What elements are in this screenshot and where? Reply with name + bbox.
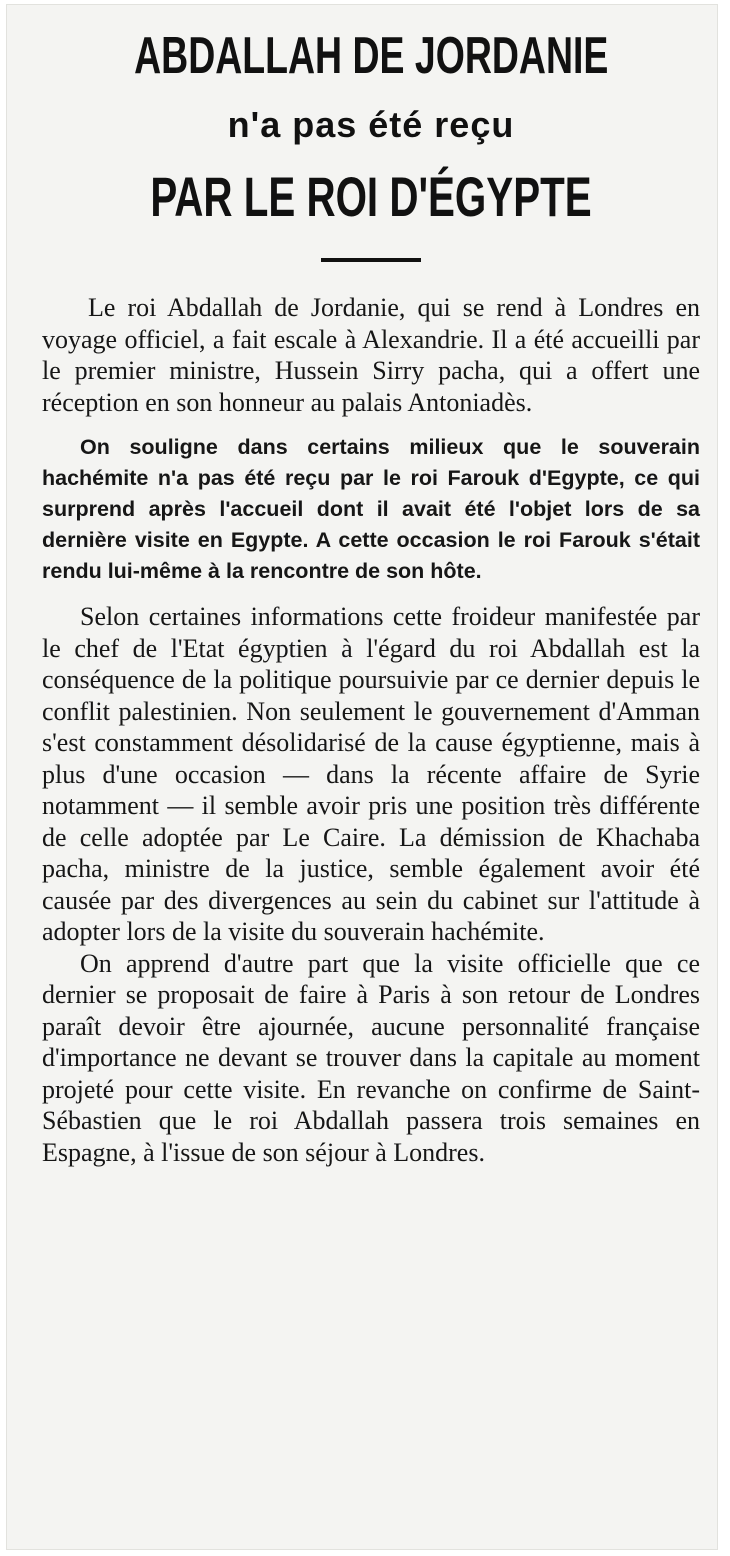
headline-line-2: n'a pas été reçu xyxy=(227,104,515,145)
headline-line-3: PAR LE ROI D'ÉGYPTE xyxy=(150,165,592,228)
article xyxy=(42,18,700,1168)
paragraph-3: Selon certaines informations cette froideur manifestée par le chef de l'Etat égyptien à l'égard du roi Abdallah est la conséquence de la politique poursuivie par ce dernier depuis le conflit palestinien. Non seulement le gouvernement d'Amman s'est constamment désolidarisé de la cause égyptienne, mais à plus d'une occasion — dans la récente affaire de Syrie notamment — il semble avoir pris une position très différente de celle adoptée par Le Caire. La démission de Khachaba pacha, ministre de la justice, semble également avoir été causée par des divergences au sein du cabinet sur l'attitude à adopter lors de la visite du souverain hachémite. xyxy=(42,602,700,946)
paragraph-4: On apprend d'autre part que la visite officielle que ce dernier se proposait de faire à Paris à son retour de Londres paraît devoir être ajournée, aucune personnalité française d'importance ne devant se trouver dans la capitale au moment projeté pour cette visite. En revanche on confirme de Saint-Sébastien que le roi Abdallah passera trois semaines en Espagne, à l'issue de son séjour à Londres. xyxy=(42,948,700,1167)
paragraph-2-bold: On souligne dans certains milieux que le souverain hachémite n'a pas été reçu par le roi Farouk d'Egypte, ce qui surprend après l'accueil dont il avait été l'objet lors de sa dernière visite en Egypte. A cette occasion le roi Farouk s'était rendu lui-même à la rencontre de son hôte. xyxy=(42,435,700,583)
paragraph-1: Le roi Abdallah de Jordanie, qui se rend à Londres en voyage officiel, a fait escale à Alexandrie. Il a été accueilli par le premier ministre, Hussein Sirry pacha, qui a offert une réception en son honneur au palais Antoniadès. xyxy=(42,293,700,417)
headline-divider xyxy=(321,258,421,262)
headline-line-1: ABDALLAH DE JORDANIE xyxy=(134,27,609,85)
newspaper-clipping xyxy=(6,4,718,1550)
